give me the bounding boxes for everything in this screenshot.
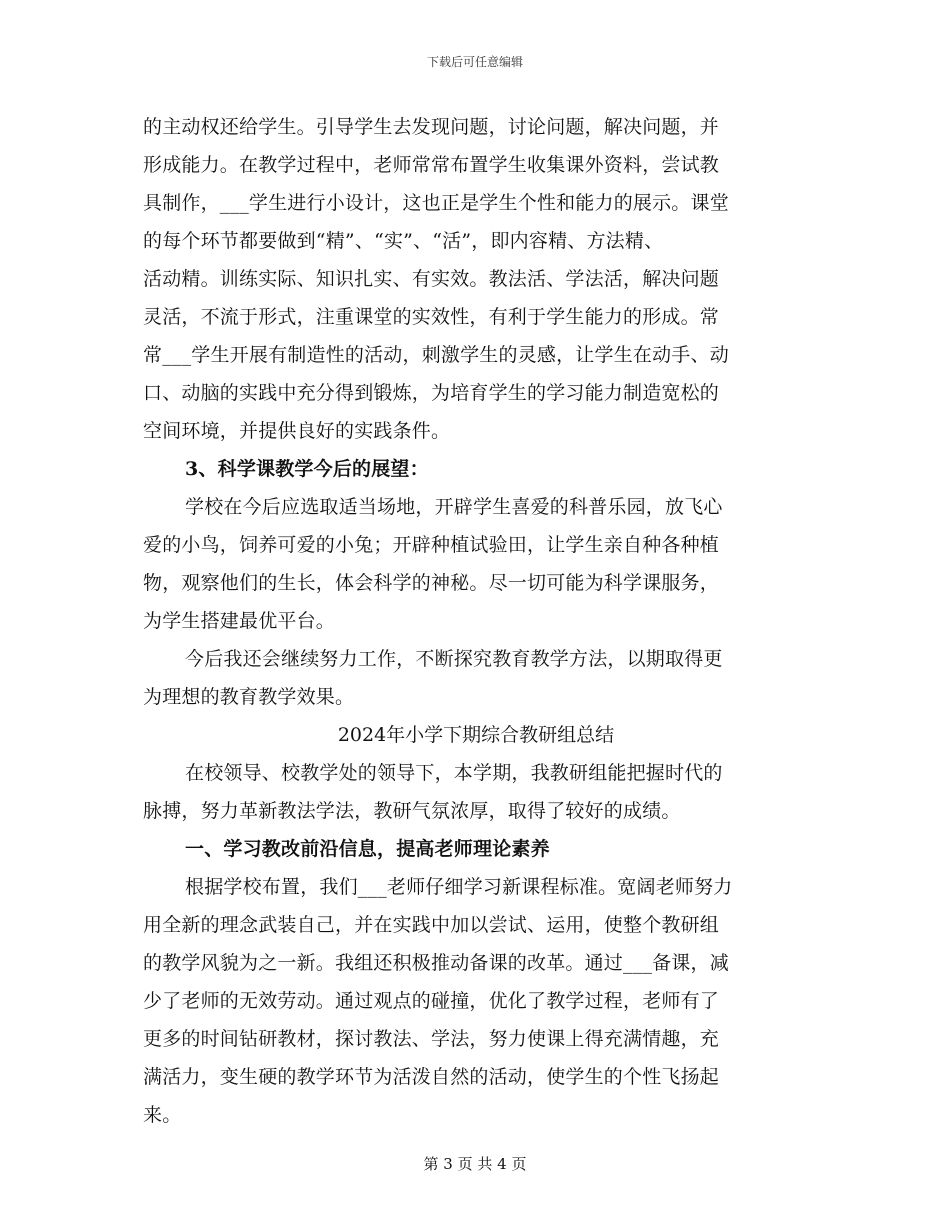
text-line: 活动精。训练实际、知识扎实、有实效。教法活、学法活，解决问题	[143, 268, 720, 290]
text-line: 形成能力。在教学过程中，老师常常布置学生收集课外资料，尝试教	[143, 154, 720, 176]
text-line: 更多的时间钻研教材，探讨教法、学法，努力使课上得充满情趣，充	[143, 1028, 720, 1050]
text-line: 的每个环节都要做到“精”、“实”、“活”，即内容精、方法精、	[143, 230, 664, 252]
paragraph-first-line: 学校在今后应选取适当场地，开辟学生喜爱的科普乐园，放飞心	[185, 496, 723, 518]
text-line: 具制作，___学生进行小设计，这也正是学生个性和能力的展示。课堂	[143, 192, 729, 214]
text-line: 少了老师的无效劳动。通过观点的碰撞，优化了教学过程，老师有了	[143, 990, 720, 1012]
paragraph-first-line: 根据学校布置，我们___老师仔细学习新课程标准。宽阔老师努力	[185, 876, 733, 898]
text-line: 爱的小鸟，饲养可爱的小兔；开辟种植试验田，让学生亲自种各种植	[143, 534, 720, 556]
section-heading: 3、科学课教学今后的展望：	[185, 458, 429, 480]
text-line: 物，观察他们的生长，体会科学的神秘。尽一切可能为科学课服务，	[143, 572, 720, 594]
text-line: 口、动脑的实践中充分得到锻炼，为培育学生的学习能力制造宽松的	[143, 382, 720, 404]
page-header: 下载后可任意编辑	[426, 55, 523, 69]
document-body	[143, 108, 809, 1134]
paragraph-first-line: 在校领导、校教学处的领导下，本学期，我教研组能把握时代的	[185, 762, 723, 784]
document-title: 2024年小学下期综合教研组总结	[337, 724, 615, 746]
section-heading: 一、学习教改前沿信息，提高老师理论素养	[185, 838, 550, 860]
paragraph-first-line: 今后我还会继续努力工作，不断探究教育教学方法，以期取得更	[185, 648, 723, 670]
text-line: 用全新的理念武装自己，并在实践中加以尝试、运用，使整个教研组	[143, 914, 720, 936]
text-line: 灵活，不流于形式，注重课堂的实效性，有利于学生能力的形成。常	[143, 306, 720, 328]
text-line: 常___学生开展有制造性的活动，刺激学生的灵感，让学生在动手、动	[143, 344, 729, 366]
page-footer: 第 3 页 共 4 页	[423, 1155, 527, 1173]
text-line: 的主动权还给学生。引导学生去发现问题，讨论问题，解决问题，并	[143, 116, 720, 138]
text-line: 空间环境，并提供良好的实践条件。	[143, 420, 451, 442]
text-line: 脉搏，努力革新教法学法，教研气氛浓厚，取得了较好的成绩。	[143, 800, 681, 822]
text-line: 来。	[143, 1104, 182, 1126]
text-line: 满活力，变生硬的教学环节为活泼自然的活动，使学生的个性飞扬起	[143, 1066, 720, 1088]
text-line: 的教学风貌为之一新。我组还积极推动备课的改革。通过___备课，减	[143, 952, 729, 974]
text-line: 为学生搭建最优平台。	[143, 610, 336, 632]
text-line: 为理想的教育教学效果。	[143, 686, 355, 708]
